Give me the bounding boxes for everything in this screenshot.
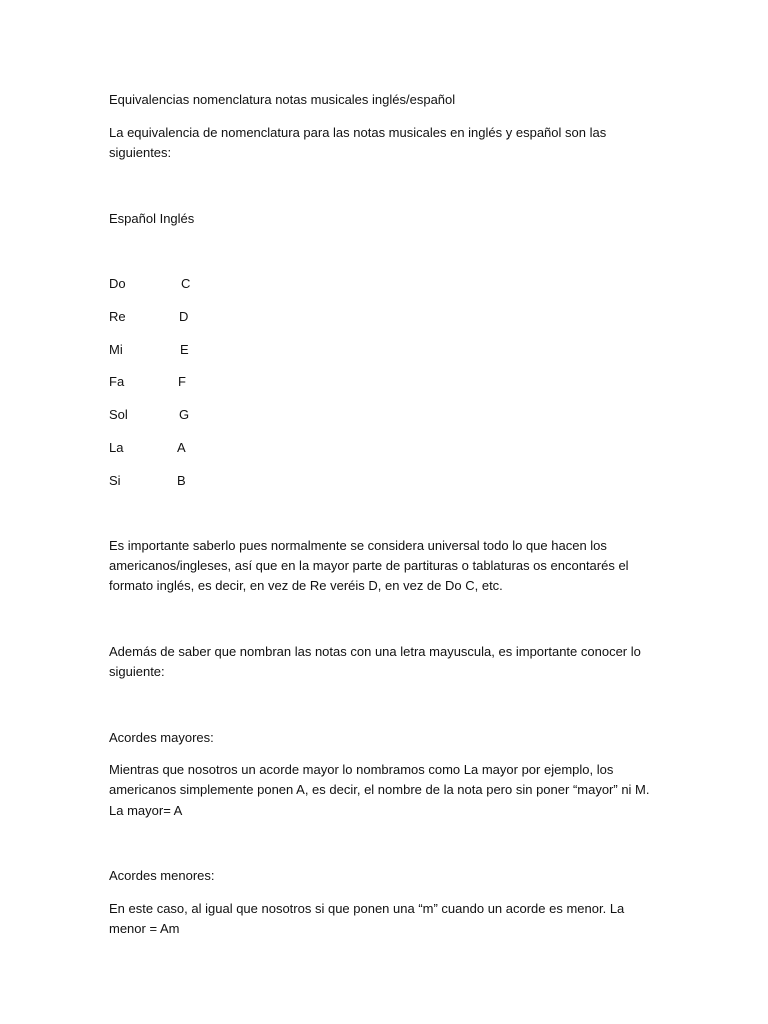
heading-acordes-mayores: Acordes mayores: [109,730,214,745]
menores-paragraph: En este caso, al igual que nosotros si que ponen una “m” cuando un acorde es menor. La menor = Am [109,901,625,936]
mayores-paragraph: Mientras que nosotros un acorde mayor lo nombramos como La mayor por ejemplo, los americanos simplemente ponen A, es decir, el nombre de la nota pero sin poner “mayor” ni M. [109,762,650,797]
note-row-do [109,274,309,294]
note-spanish: Mi [109,342,123,357]
intro-paragraph: La equivalencia de nomenclatura para las notas musicales en inglés y español son las siguientes: [109,125,607,160]
note-row-la [109,438,309,458]
note-spanish: La [109,440,124,455]
note-spanish: Re [109,309,126,324]
mayores-example: La mayor= A [109,803,183,818]
note-english: E [180,342,189,357]
note-spanish: Fa [109,374,125,389]
note-english: D [179,309,189,324]
note-spanish: Do [109,276,126,291]
heading-acordes-menores: Acordes menores: [109,868,215,883]
note-english: G [179,407,190,422]
note-english: C [181,276,191,291]
note-spanish: Sol [109,407,128,422]
ademas-paragraph: Además de saber que nombran las notas con una letra mayuscula, es importante conocer lo siguiente: [109,644,641,679]
document-title: Equivalencias nomenclatura notas musicales inglés/español [109,92,456,107]
note-row-sol [109,405,309,425]
table-header: Español Inglés [109,211,195,226]
note-row-si [109,471,309,491]
note-row-re [109,307,309,327]
note-row-mi [109,340,309,360]
note-row-fa [109,372,309,392]
importance-paragraph: Es importante saberlo pues normalmente se considera universal todo lo que hacen los americanos/ingleses, así que en la mayor parte de partituras o tablaturas os encontarés el formato inglés, es decir, en vez de Re veréis D, en vez de Do C, etc. [109,538,629,593]
note-english: A [177,440,186,455]
note-english: B [177,473,186,488]
note-spanish: Si [109,473,121,488]
note-english: F [178,374,186,389]
